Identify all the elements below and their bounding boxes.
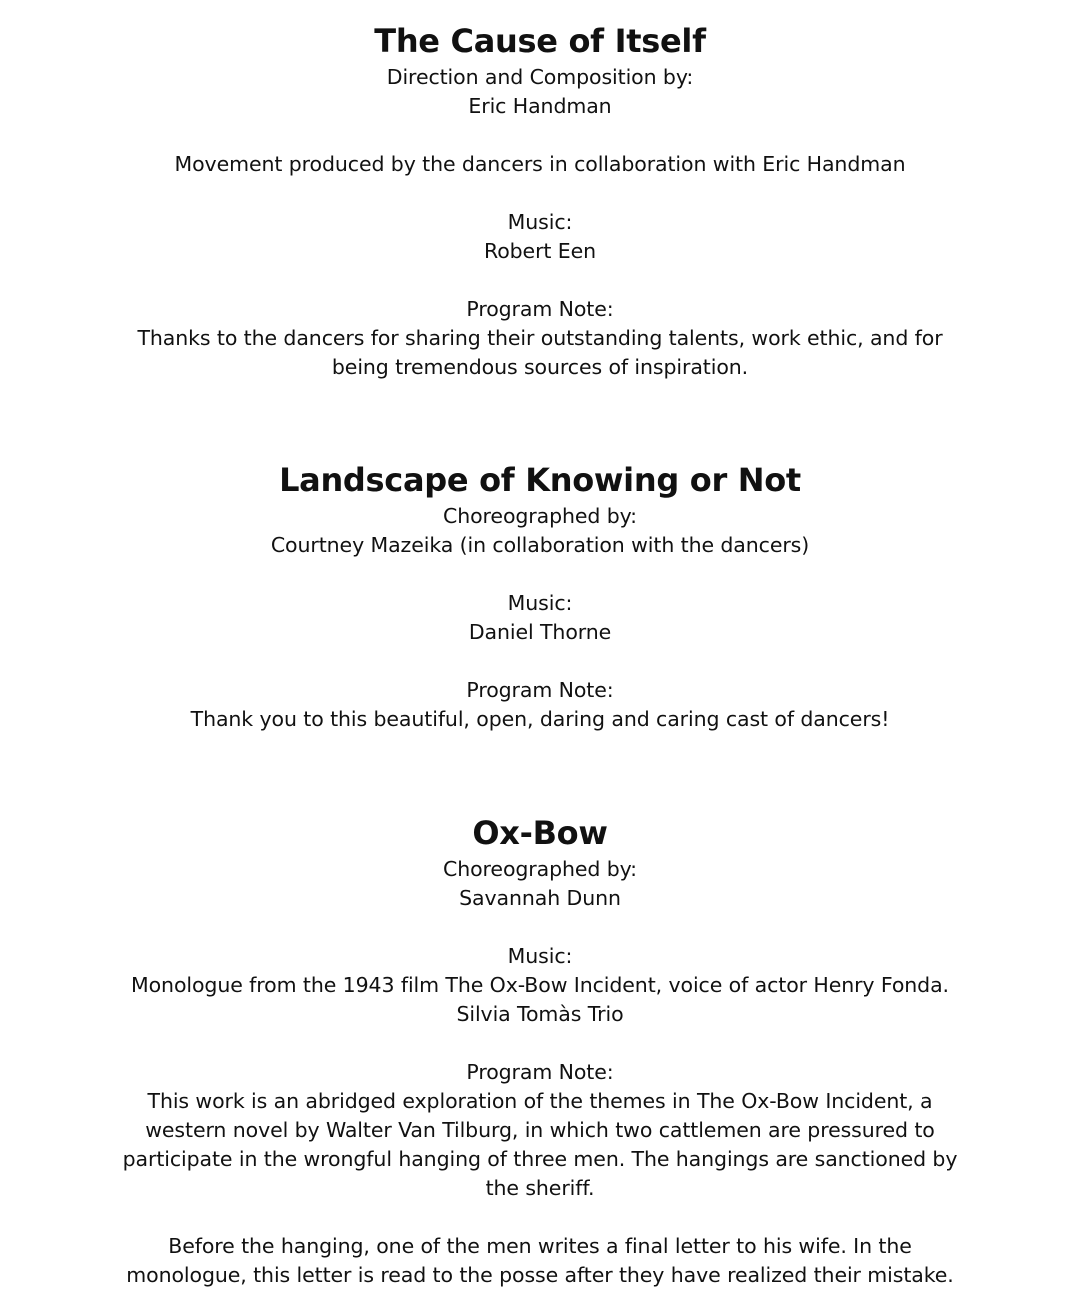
- music-label: Music:: [507, 944, 573, 968]
- program-note-line: being tremendous sources of inspiration.: [331, 355, 749, 379]
- credit-name: Courtney Mazeika (in collaboration with the dancers): [270, 533, 810, 557]
- section-title: Ox-Bow: [472, 814, 608, 852]
- program-note-label: Program Note:: [466, 297, 614, 321]
- program-note-line: Thanks to the dancers for sharing their outstanding talents, work ethic, and for: [137, 326, 943, 350]
- music-credit: Silvia Tomàs Trio: [456, 1002, 624, 1026]
- movement-credit: Movement produced by the dancers in collaboration with Eric Handman: [174, 152, 906, 176]
- program-note-line: western novel by Walter Van Tilburg, in which two cattlemen are pressured to: [145, 1118, 935, 1142]
- program-note-line: the sheriff.: [485, 1176, 595, 1200]
- program-note-line: Thank you to this beautiful, open, daring and caring cast of dancers!: [190, 707, 890, 731]
- credit-label: Choreographed by:: [443, 504, 637, 528]
- section-title: The Cause of Itself: [374, 22, 706, 60]
- program-note-line: Before the hanging, one of the men writes a final letter to his wife. In the: [168, 1234, 912, 1258]
- credit-name: Savannah Dunn: [459, 886, 621, 910]
- credit-label: Choreographed by:: [443, 857, 637, 881]
- program-note-line: monologue, this letter is read to the posse after they have realized their mistake.: [126, 1263, 954, 1287]
- music-label: Music:: [507, 210, 573, 234]
- program-note-label: Program Note:: [466, 678, 614, 702]
- program-note-line: This work is an abridged exploration of the themes in The Ox-Bow Incident, a: [147, 1089, 933, 1113]
- program-note-line: participate in the wrongful hanging of three men. The hangings are sanctioned by: [122, 1147, 958, 1171]
- credit-label: Direction and Composition by:: [386, 65, 694, 89]
- credit-name: Eric Handman: [468, 94, 612, 118]
- program-note-label: Program Note:: [466, 1060, 614, 1084]
- music-credit: Monologue from the 1943 film The Ox-Bow Incident, voice of actor Henry Fonda.: [131, 973, 949, 997]
- music-credit: Robert Een: [483, 239, 597, 263]
- music-credit: Daniel Thorne: [468, 620, 612, 644]
- music-label: Music:: [507, 591, 573, 615]
- section-title: Landscape of Knowing or Not: [279, 461, 801, 499]
